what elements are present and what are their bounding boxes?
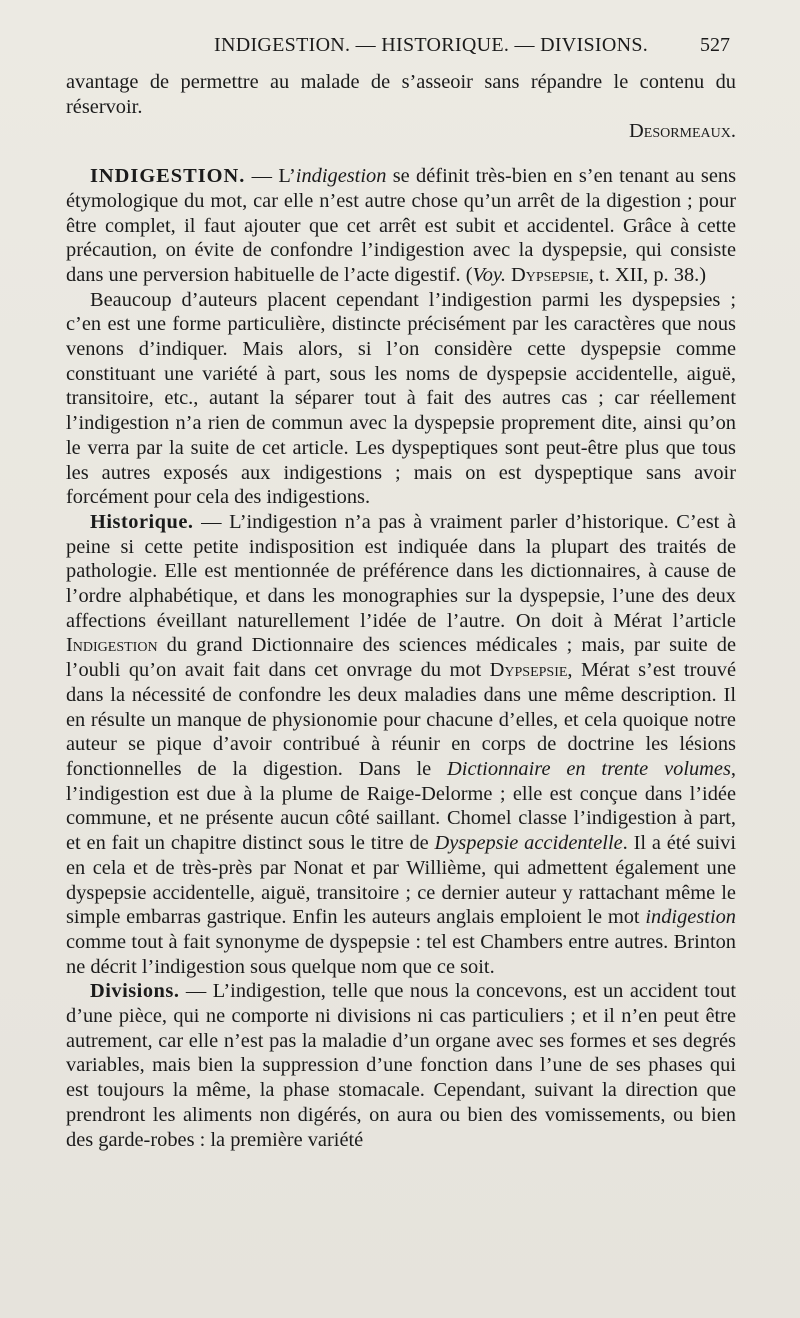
text-run: , t. XII, p. 38.) — [588, 263, 707, 286]
running-head-title: INDIGESTION. — HISTORIQUE. — DIVISIONS. — [214, 34, 649, 56]
text-run: , l’indigestion est due à la plume de Raige-Delorme ; elle est conçue dans l’idée commune, et ne présente aucun côté saillant. Chomel classe l’indigestion à part, et en fait un chapitre distinct sous le titre de — [66, 757, 737, 855]
paragraph-dyspepsie: Beaucoup d’auteurs placent cependant l’indigestion parmi les dyspepsies ; c’en est une forme particulière, distincte précisément par les caractères que nous venons d’indiquer. Mais alors, si l’on considère cette dyspepsie comme constituant une variété à part, sous les noms de dyspepsie accidentelle, aiguë, transitoire, etc., autant la séparer tout à fait des autres cas ; car réellement l’indigestion n’a rien de commun avec la dyspepsie proprement dite, ainsi qu’on le verra par la suite de cet article. Les dyspeptiques sont peut-être plus que tous les autres exposés aux indigestions ; mais on est dyspeptique sans avoir forcément pour cela des indigestions. — [66, 288, 736, 509]
italic-title: Dyspepsie accidentelle — [434, 832, 623, 855]
continuation-text: avantage de permettre au malade de s’asseoir sans répandre le contenu du réservoir. — [66, 71, 736, 118]
author-signature: Desormeaux. — [629, 120, 736, 143]
text-run: . Il a été suivi en cela et de très-près par Nonat et par Willième, qui admettent également une dyspepsie accidentelle, aiguë, transitoire ; ce dernier auteur y rattachant même le simple embarras gastrique. Enfin les auteurs anglais emploient le mot — [66, 832, 736, 929]
text-run: — L’indigestion n’a pas à vraiment parler d’historique. C’est à peine si cette petite indisposition est indiquée dans la plupart des traités de pathologie. Elle est mentionnée de préférence dans les dictionnaires, à cause de l’ordre alphabétique, et dans les monographies sur la dyspepsie, l’une des deux affections éveillant naturellement l’idée de l’autre. On doit à Mérat l’article — [66, 510, 736, 632]
text-run: du grand Dictionnaire des sciences médicales ; mais, par suite de l’oubli qu’on avait fait dans cet onvrage du mot — [66, 634, 736, 682]
text-run: se définit très-bien en s’en tenant au sens étymologique du mot, car elle n’est autre chose qu’un arrêt de la digestion ; pour être complet, il faut ajouter que cet arrêt est subit et accidentel. Grâce à cette précaution, on évite de confondre l’indigestion avec la dyspepsie, qui consiste dans une perversion habituelle de l’acte digestif. ( — [66, 165, 736, 286]
cross-reference: Indigestion — [66, 634, 158, 657]
text-run: , Mérat s’est trouvé dans la nécessité de confondre les deux maladies dans une même description. Il en résulte un manque de physionomie pour chacune d’elles, et cela quoique notre auteur se pique d’avoir contribué à réunir en corps de doctrine les lésions fonctionnelles de la digestion. Dans le — [66, 659, 737, 780]
body-text — [66, 70, 736, 1152]
paragraph-historique — [66, 510, 736, 979]
italic-term: indigestion — [295, 165, 387, 188]
text-run: comme tout à fait synonyme de dyspepsie : tel est Chambers entre autres. Brinton ne décrit l’indigestion sous quelque nom que ce soit. — [66, 930, 736, 978]
italic-term: indigestion — [645, 906, 736, 929]
italic-title: Dictionnaire en trente volumes — [447, 757, 731, 780]
subhead-divisions: Divisions. — [90, 980, 180, 1003]
subhead-historique: Historique. — [90, 510, 194, 533]
cross-reference: Dypsepsie — [489, 659, 568, 682]
cross-reference: Dypsepsie — [505, 263, 589, 286]
paragraph-divisions — [66, 979, 736, 1152]
entry-title: INDIGESTION. — [90, 165, 246, 188]
text-run: — L’ — [245, 165, 296, 188]
author-signature-line — [66, 119, 736, 144]
page-number: 527 — [700, 34, 730, 56]
italic-term: Voy. — [472, 263, 506, 286]
paragraph-definition — [66, 164, 736, 288]
text-run: — L’indigestion, telle que nous la concevons, est un accident tout d’une pièce, qui ne comporte ni divisions ni cas particuliers ; et il n’en peut être autrement, car elle n’est pas la maladie d’un organe avec ses formes et ses degrés variables, mais bien la suppression d’une fonction dans l’une de ses phases qui est toujours la même, la phase stomacale. Cependant, suivant la direction que prendront les aliments non digérés, on aura ou bien des vomissements, ou bien des garde-robes : la première variété — [66, 980, 736, 1151]
paragraph-continuation — [66, 70, 736, 119]
section-gap — [66, 144, 736, 164]
